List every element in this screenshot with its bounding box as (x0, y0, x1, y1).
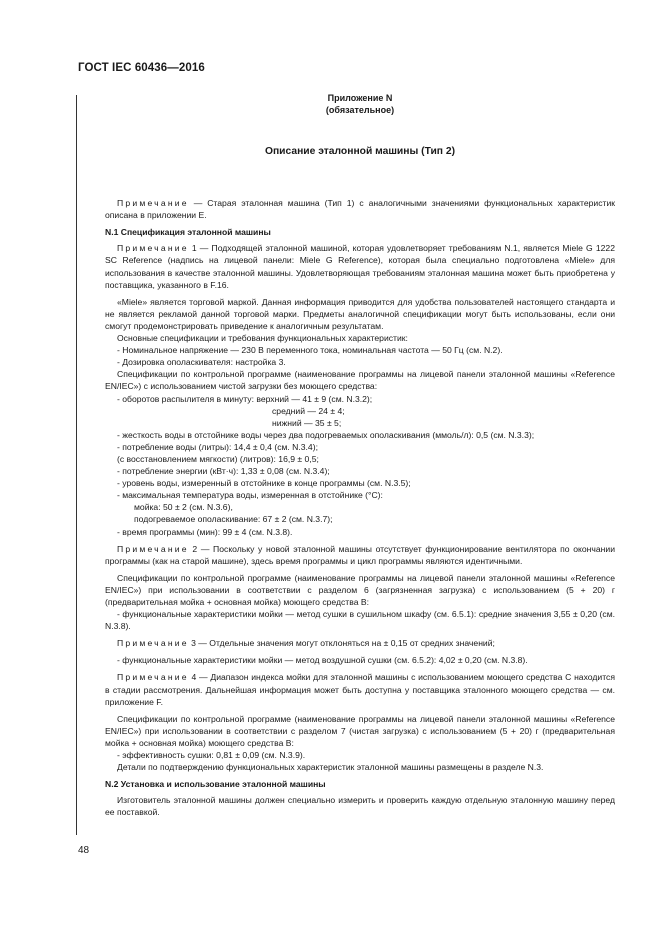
section-2-title: N.2 Установка и использование эталонной машины (105, 779, 326, 790)
section-1-title: N.1 Спецификация эталонной машины (105, 227, 271, 238)
standard-header: ГОСТ IEC 60436—2016 (78, 62, 205, 74)
note-text: — Старая эталонная машина (Тип 1) с аналогичными значениями функциональных характеристик описана в приложении Е. (105, 198, 615, 221)
note-4 (105, 671, 615, 707)
appendix-subtitle: (обязательное) (325, 105, 395, 115)
item-time: - время программы (мин): 99 ± 4 (см. N.3.8). (117, 526, 293, 537)
appendix-title: Приложение N (327, 93, 393, 103)
paragraph-spec-1: Спецификации по контрольной программе (наименование программы на лицевой панели эталонной машины «Reference EN/IEC») с использованием чистой загрузки без моющего средства: (105, 369, 615, 392)
note-label: Примечание (117, 543, 189, 554)
note-1 (105, 242, 615, 290)
note-label: Примечание (117, 198, 189, 209)
paragraph-install: Изготовитель эталонной машины должен специально измерить и проверить каждую отдельную эталонную машину перед ее поставкой. (105, 795, 615, 818)
note-text: 2 — Поскольку у новой эталонной машины отсутствует функционирование вентилятора по окончании программы (как на старой машине), здесь время программы и цикл программы являются идентичными. (105, 543, 615, 566)
note-text: 4 — Диапазон индекса мойки для эталонной машины с использованием моющего средства С находится в стадии рассмотрения. Дальнейшая информация может быть доступна у поставщика эталонного моющего средства — см. приложение F. (105, 672, 615, 707)
item-hardness: - жесткость воды в отстойнике воды через два подогреваемых ополаскивания (ммоль/л): 0,5 (см. N.3.3); (117, 429, 535, 440)
item-dosing: - Дозировка ополаскивателя: настройка 3. (117, 357, 286, 368)
item-temp: - максимальная температура воды, измеренная в отстойнике (°С): (117, 490, 383, 501)
paragraph-miele: «Miele» является торговой маркой. Данная информация приводится для удобства пользователей настоящего стандарта и не является рекламой данной торговой марки. Предметы аналогичной спецификации могут быть использованы, если они смогут продемонстрировать приведение к аналогичным результатам. (105, 296, 615, 331)
item-water: - потребление воды (литры): 14,4 ± 0,4 (см. N.3.4); (117, 441, 318, 452)
item-temp-rinse: подогреваемое ополаскивание: 67 ± 2 (см. N.3.7); (134, 514, 333, 525)
item-dry: - эффективность сушки: 0,81 ± 0,09 (см. N.3.9). (117, 750, 306, 761)
note-3 (105, 637, 615, 649)
item-temp-wash: мойка: 50 ± 2 (см. N.3.6), (134, 502, 233, 513)
page-content (105, 92, 615, 819)
document-title: Описание эталонной машины (Тип 2) (264, 146, 456, 157)
paragraph-spec-3: Спецификации по контрольной программе (наименование программы на лицевой панели эталонной машины «Reference EN/IEC») при использовании в соответствии с разделом 7 (чистая загрузка) с использованием (5 + 20) г (предварительная мойка + основная мойка) моющего средства В: (105, 713, 615, 748)
margin-rule (76, 95, 77, 835)
item-water-soft: (с восстановлением мягкости) (литров): 16,9 ± 0,5; (117, 453, 319, 464)
paragraph-details: Детали по подтверждению функциональных характеристик эталонной машины размещены в разделе N.3. (117, 762, 544, 773)
item-rpm-low: нижний — 35 ± 5; (272, 417, 342, 428)
note-0 (105, 197, 615, 221)
note-label: Примечание (117, 672, 189, 683)
item-func-1: - функциональные характеристики мойки — метод сушки в сушильном шкафу (см. 6.5.1): средние значения 3,55 ± 0,20 (см. N.3.8). (105, 609, 615, 632)
paragraph-basic: Основные спецификации и требования функциональных характеристик: (117, 333, 408, 344)
note-label: Примечание (117, 243, 189, 254)
item-energy: - потребление энергии (кВт·ч): 1,33 ± 0,08 (см. N.3.4); (117, 466, 330, 477)
item-level: - уровень воды, измеренный в отстойнике в конце программы (см. N.3.5); (117, 478, 411, 489)
item-func-2: - функциональные характеристики мойки — метод воздушной сушки (см. 6.5.2): 4,02 ± 0,20 (см. N.3.8). (117, 655, 528, 666)
note-2 (105, 543, 615, 567)
item-voltage: - Номинальное напряжение — 230 В переменного тока, номинальная частота — 50 Гц (см. N.2). (117, 345, 503, 356)
page-number: 48 (78, 845, 90, 856)
item-rpm: - оборотов распылителя в минуту: верхний — 41 ± 9 (см. N.3.2); (117, 393, 373, 404)
item-rpm-mid: средний — 24 ± 4; (272, 405, 345, 416)
note-label: Примечание (117, 638, 189, 649)
note-text: 3 — Отдельные значения могут отклоняться на ± 0,15 от средних значений; (188, 638, 495, 649)
note-text: 1 — Подходящей эталонной машиной, которая удовлетворяет требованиям N.1, является Miele G 1222 SC Reference (надпись на лицевой панели: Miele G Reference), которая была специально подготовлена «Miele» для использования в качестве эталонной машины. Удовлетворяющая требованиям эталонная машина может быть приобретена у поставщика, указанного в F.16. (105, 243, 615, 290)
paragraph-spec-2: Спецификации по контрольной программе (наименование программы на лицевой панели эталонной машины «Reference EN/IEC») при использовании в соответствии с разделом 6 (загрязненная загрузка) с использованием (5 + 20) г (предварительная мойка + основная мойка) моющего средства В: (105, 572, 615, 607)
